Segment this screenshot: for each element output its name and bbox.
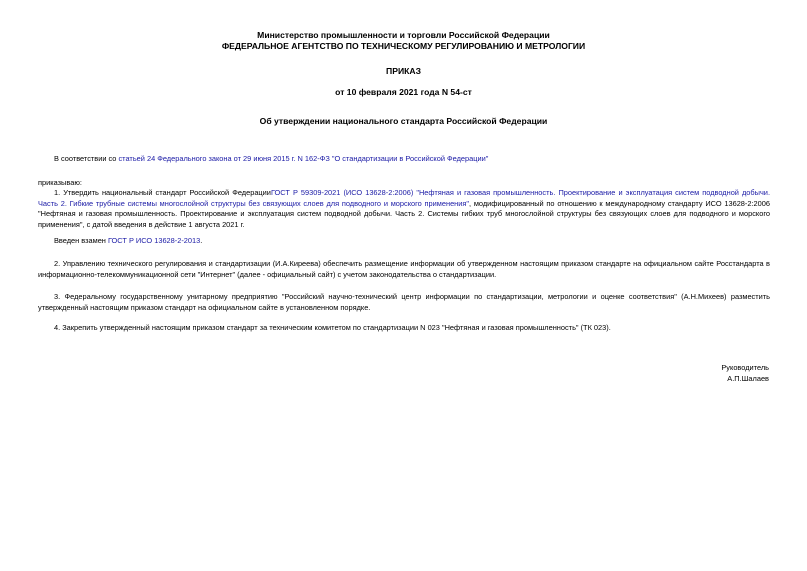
signatory-name: А.П.Шалаев [727,374,769,383]
item-2-paragraph: 2. Управлению технического регулирования и стандартизации (И.А.Киреева) обеспечить размещение информации об утвержденном настоящим приказом стандарте на официальном сайте Росстандарта в информационно-телекоммуникационной сети "Интернет" (далее - официальный сайт) с учетом законодательства о стандартизации. [38,259,770,279]
replaced-standard-paragraph [38,236,770,247]
item-1-suffix: , модифицированный по отношению к международному стандарту ИСО 13628-2:2006 "Нефтяная и газовая промышленность. Проектирование и эксплуатация систем подводной добычи. Часть 2. Системы гибких труб многослойной структуры без связующих слоев для подводного и морского применения", с датой введения в действие 1 августа 2021 г. [38,198,770,229]
order-word: приказываю: [38,178,82,187]
item-1-prefix: 1. Утвердить национальный стандарт Российской Федерации [54,188,271,197]
document-date-number: от 10 февраля 2021 года N 54-ст [335,87,472,97]
ministry-title: Министерство промышленности и торговли Российской Федерации [257,30,550,40]
intro-prefix: В соответствии со [54,154,119,163]
gost-iso-13628-link[interactable]: ГОСТ Р ИСО 13628-2-2013 [107,236,201,245]
document-type: ПРИКАЗ [386,66,421,76]
item-1-paragraph [38,188,770,230]
document-subject: Об утверждении национального стандарта Российской Федерации [259,116,548,126]
replaced-suffix: . [200,236,203,245]
item-4-paragraph: 4. Закрепить утвержденный настоящим приказом стандарт за техническим комитетом по стандартизации N 023 "Нефтяная и газовая промышленность" (ТК 023). [54,323,611,332]
agency-title: ФЕДЕРАЛЬНОЕ АГЕНТСТВО ПО ТЕХНИЧЕСКОМУ РЕГУЛИРОВАНИЮ И МЕТРОЛОГИИ [221,41,586,51]
intro-paragraph [38,154,770,165]
gost-59309-link[interactable]: ГОСТ Р 59309-2021 (ИСО 13628-2:2006) "Нефтяная и газовая промышленность. Проектирование и эксплуатация систем подводной добычи. Часть 2. Гибкие трубные системы многослойной структуры без связующих слоев для подводного и морского применения" [38,188,770,208]
law-article-link[interactable]: статьей 24 Федерального закона от 29 июня 2015 г. N 162-ФЗ "О стандартизации в Российской Федерации" [118,154,489,163]
replaced-prefix: Введен взамен [54,236,108,245]
signatory-title: Руководитель [721,363,769,372]
item-3-paragraph: 3. Федеральному государственному унитарному предприятию "Российский научно-технический центр информации по стандартизации, метрологии и оценке соответствия" (А.Н.Михеев) разместить утвержденный настоящим приказом стандарт на официальном сайте в установленном порядке. [38,292,770,312]
